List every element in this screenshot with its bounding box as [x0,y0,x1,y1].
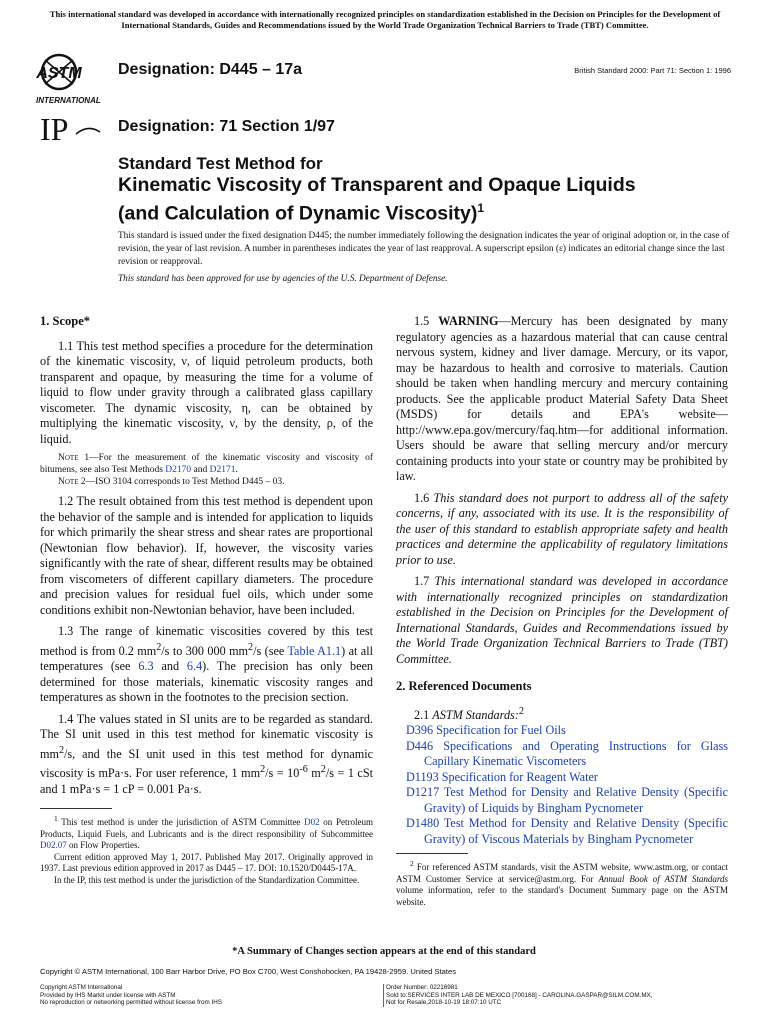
order-footer: Order Number: 02216981 Sold to:SERVICES INTER LAB DE MEXICO [700168] - CAROLINA.GASPAR@SILM.COM.MX, Not for Resale,2018-10-19 18:07:10 UTC [383,984,653,1007]
ip-logo [40,110,102,146]
approved-statement: This standard has been approved for use by agencies of the U.S. Department of Defense. [118,274,448,285]
summary-of-changes-note: *A Summary of Changes section appears at the end of this standard [232,946,536,957]
para-1-1: 1.1 This test method specifies a procedure for the determination of the kinematic viscosity, ν, of liquid petroleum products, both transparent and opaque, by measuring the time for a volume of liquid to flow under gravity through a calibrated glass capillary viscometer. The dynamic viscosity, η, can be obtained by multiplying the kinematic viscosity, ν, by the density, ρ, of the liquid. [40,338,373,446]
footnote-2: $^2$ For referenced ASTM standards, visit the ASTM website, www.astm.org, or contact ASTM Customer Service at service@astm.org. For Annual Book of ASTM Standards volume information, refer to the standard's Document Summary page on the ASTM website. [396,859,728,907]
para-1-4: 1.4 The values stated in SI units are to be regarded as standard. The SI unit used in this test method for kinematic viscosity is $mm^2/s$, and the SI unit used in this test method for dynamic viscosity is mPa·s. For user reference, 1 $mm^2/s = 10^{-6}$ $m^2/s = 1$ cSt and 1 mPa·s = 1 cP = 0.001 Pa·s. [40,711,374,796]
designation-d445: Designation: D445 – 17a [118,61,303,78]
reference-d1217[interactable]: D1217 Test Method for Density and Relative Density (Specific Gravity) of Liquids by Bingham Pycnometer [406,785,728,815]
astm-logo-sub: INTERNATIONAL [36,96,101,105]
title-line-2: Kinematic Viscosity of Transparent and Opaque Liquids [118,174,636,196]
left-column [40,314,373,797]
ip-logo-text: IP [40,111,69,146]
link-d02-07[interactable]: D02.07 [40,840,67,850]
right-column [396,314,728,847]
footnote-current-edition: Current edition approved May 1, 2017. Published May 2017. Originally approved in 1937. Last previous edition approved in 2017 as D445 – 17. DOI: 10.1520/D0445-17A. [40,851,373,873]
footnotes-right [396,853,728,908]
para-1-3: 1.3 The range of kinematic viscosities covered by this test method is from 0.2 $mm^2/s$ to 300 000 $mm^2/s$ (see Table A1.1) at all temperatures (see 6.3 and 6.4). The precision has only been determined for those materials, kinematic viscosity ranges and temperatures as shown in the footnotes to the precision section. [40,624,373,705]
reference-d446[interactable]: D446 Specifications and Operating Instructions for Glass Capillary Kinematic Viscometers [406,738,729,769]
designation-ip71: Designation: 71 Section 1/97 [118,118,335,135]
title-footnote-mark: 1 [477,201,485,215]
footnotes-left [40,808,373,886]
footnote-ip: In the IP, this test method is under the jurisdiction of the Standardization Committee. [54,874,360,885]
intro-block [118,230,736,286]
link-d2171[interactable]: D2171 [209,465,236,475]
issued-statement: This standard is issued under the fixed designation D445; the number immediately following the designation indicates the year of original adoption or, in the case of revision, the year of last revision. A number in parentheses indicates the year of last reapproval. A superscript epsilon (ε) indicates an editorial change since the last revision or reapproval. [118,231,730,267]
reference-list [406,723,728,847]
footnote-1: $^1$ This test method is under the jurisdiction of ASTM Committee D02 on Petroleum Products, Liquid Fuels, and Lubricants and is the direct responsibility of Subcommittee D02.07 on Flow Properties. [40,814,373,850]
note-1: Note 1—For the measurement of the kinematic viscosity and viscosity of bitumens, see also Test Methods D2170 and D2171. [40,453,373,475]
tbt-banner: This international standard was developed in accordance with internationally recognized principles on standardization established in the Decision on Principles for the Development of International Standards, Guides and Recommendations issued by the World Trade Organization Technical Barriers to Trade (TBT) Committee. [49,9,721,30]
para-1-6: 1.6 This standard does not purport to address all of the safety concerns, if any, associated with its use. It is the responsibility of the user of this standard to establish appropriate safety and health practices and determine the applicability of regulatory limitations prior to use. [396,490,728,567]
reference-d396[interactable]: D396 Specification for Fuel Oils [406,723,566,738]
british-standard-ref: British Standard 2000: Part 71: Section 1: 1996 [574,66,731,75]
para-1-7: 1.7 This international standard was developed in accordance with internationally recognized principles on standardization established in the Decision on Principles for the Development of International Standards, Guides and Recommendations issued by the World Trade Organization Technical Barriers to Trade (TBT) Committee. [396,574,729,666]
title-line-1: Standard Test Method for [118,154,323,173]
scope-heading: 1. Scope* [40,314,90,328]
link-6-4[interactable]: 6.4 [186,659,203,674]
para-1-5: 1.5 WARNING—Mercury has been designated by many regulatory agencies as a hazardous material that can cause central nervous system, kidney and liver damage. Mercury, or its vapor, may be hazardous to health and corrosive to materials. Caution should be taken when handling mercury and mercury containing products. See the applicable product Material Safety Data Sheet (MSDS) for details and EPA's website—http://www.epa.gov/mercury/faq.htm—for additional information. Users should be aware that selling mercury and/or mercury containing products into your state or country may be prohibited by law. [396,314,728,483]
document-title [118,154,738,226]
footnote-divider [40,808,112,809]
footnote-divider [396,853,468,854]
link-6-3[interactable]: 6.3 [138,659,154,674]
license-footer: Copyright ASTM International Provided by IHS Markit under license with ASTM No reproduction or networking permitted without license from IHS [40,984,222,1006]
para-1-2: 1.2 The result obtained from this test method is dependent upon the behavior of the sample and is intended for application to liquids for which primarily the shear stress and shear rates are proportional (Newtonian flow behavior). If, however, the viscosity varies significantly with the rate of shear, different results may be obtained from viscometers of different capillary diameters. The procedure and precision values for residual fuel oils, which under some conditions exhibit non-Newtonian behavior, have been included. [40,494,373,617]
astm-logo [34,50,116,106]
link-d02[interactable]: D02 [304,817,320,827]
copyright-line: Copyright © ASTM International, 100 Barr Harbor Drive, PO Box C700, West Conshohocken, PA 19428-2959. United States [40,967,457,976]
warning-label: WARNING [438,314,499,328]
link-table-a1-1[interactable]: Table A1.1 [287,643,342,658]
referenced-documents-heading: 2. Referenced Documents [396,679,532,693]
reference-d1480[interactable]: D1480 Test Method for Density and Relative Density (Specific Gravity) of Viscous Materials by Bingham Pycnometer [406,816,728,846]
astm-logo-text: ASTM [36,65,82,82]
para-2-1: 2.1 ASTM Standards:$^2$ [414,705,524,722]
title-line-3: (and Calculation of Dynamic Viscosity) [118,202,478,225]
link-d2170[interactable]: D2170 [165,465,192,475]
reference-d1193[interactable]: D1193 Specification for Reagent Water [406,769,598,784]
note-2: Note 2—ISO 3104 corresponds to Test Method D445 – 03. [58,477,285,487]
